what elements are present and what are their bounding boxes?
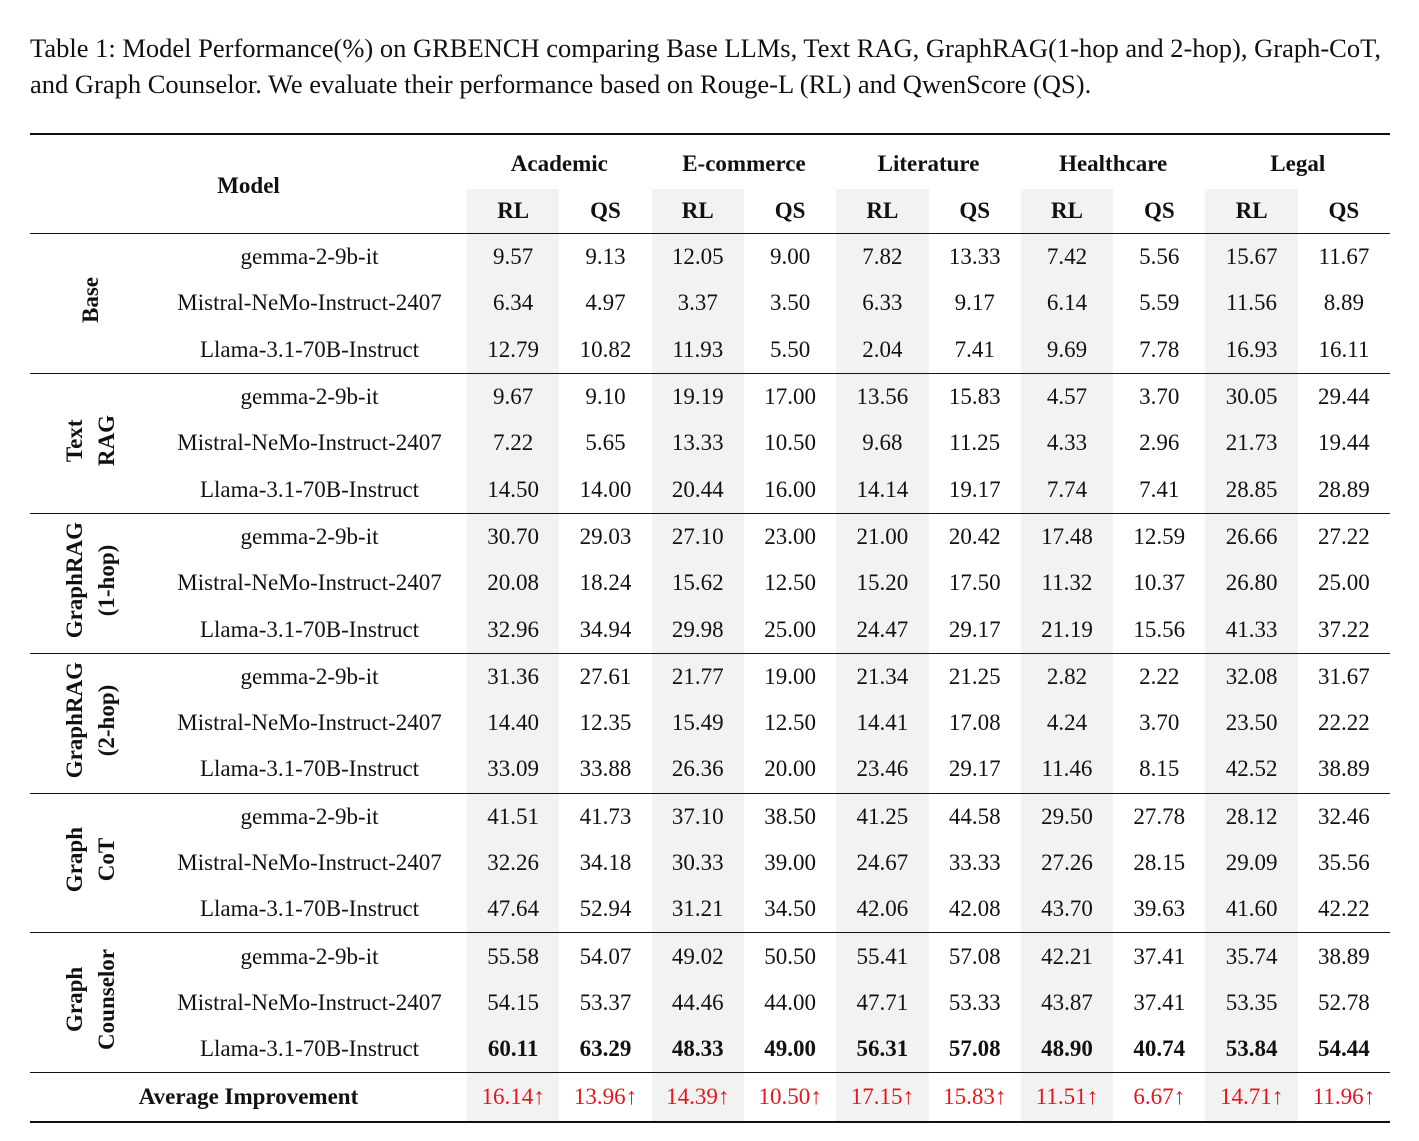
score-qs: 28.15 bbox=[1133, 850, 1186, 875]
score-rl: 9.68 bbox=[836, 420, 928, 466]
score-rl: 47.71 bbox=[836, 980, 928, 1026]
score-rl: 26.36 bbox=[652, 746, 744, 793]
score-rl: 19.19 bbox=[652, 373, 744, 420]
score-rl: 33.09 bbox=[467, 746, 559, 793]
score-qs: 17.50 bbox=[948, 570, 1001, 596]
method-group-label bbox=[30, 513, 152, 653]
score-qs: 41.73 bbox=[579, 803, 632, 829]
score-rl: 32.96 bbox=[467, 606, 559, 653]
table-row bbox=[30, 466, 1390, 513]
method-group-label bbox=[30, 234, 152, 374]
score-rl: 42.21 bbox=[1021, 933, 1113, 980]
average-improvement-value: 13.96↑ bbox=[573, 1084, 638, 1110]
domain-header-healthcare: Healthcare bbox=[1059, 151, 1168, 176]
model-name: Mistral-NeMo-Instruct-2407 bbox=[177, 430, 442, 456]
table-row bbox=[30, 746, 1390, 793]
score-qs: 42.08 bbox=[948, 896, 1001, 922]
table-row bbox=[30, 560, 1390, 606]
score-rl: 41.33 bbox=[1205, 606, 1297, 653]
score-qs: 11.67 bbox=[1318, 244, 1370, 270]
score-rl: 15.20 bbox=[836, 560, 928, 606]
score-qs: 4.97 bbox=[585, 290, 626, 316]
score-qs: 8.15 bbox=[1139, 756, 1180, 782]
score-qs: 10.50 bbox=[764, 430, 816, 456]
score-rl: 14.40 bbox=[467, 700, 559, 746]
score-rl: 12.05 bbox=[652, 234, 744, 281]
score-rl: 29.50 bbox=[1021, 793, 1113, 840]
score-qs: 12.59 bbox=[1133, 523, 1186, 549]
score-qs: 7.41 bbox=[954, 336, 995, 362]
score-qs: 29.17 bbox=[948, 616, 1001, 642]
score-rl: 27.10 bbox=[652, 513, 744, 560]
score-qs: 10.82 bbox=[579, 336, 632, 362]
method-group-label bbox=[30, 653, 152, 793]
score-qs: 29.44 bbox=[1318, 384, 1370, 410]
score-rl: 9.69 bbox=[1021, 327, 1113, 374]
score-rl: 11.93 bbox=[652, 327, 744, 374]
score-qs: 15.56 bbox=[1133, 616, 1186, 642]
score-qs: 18.24 bbox=[579, 570, 632, 596]
metric-header-rl: RL bbox=[1021, 189, 1113, 234]
score-rl: 23.46 bbox=[836, 746, 928, 793]
score-qs: 42.22 bbox=[1318, 896, 1370, 922]
method-group-line: Text bbox=[62, 419, 87, 462]
table-row bbox=[30, 513, 1390, 560]
method-group-line: Graph bbox=[62, 967, 87, 1033]
score-rl: 55.58 bbox=[467, 933, 559, 980]
table-row bbox=[30, 234, 1390, 281]
score-rl: 27.26 bbox=[1021, 840, 1113, 886]
score-rl: 13.33 bbox=[652, 420, 744, 466]
score-qs: 50.50 bbox=[764, 943, 816, 969]
score-qs: 7.78 bbox=[1139, 336, 1180, 362]
metric-header-qs: QS bbox=[1143, 198, 1175, 223]
score-rl: 53.84 bbox=[1205, 1026, 1297, 1073]
score-rl: 26.66 bbox=[1205, 513, 1297, 560]
score-qs: 27.22 bbox=[1318, 523, 1370, 549]
score-qs: 17.08 bbox=[948, 710, 1001, 736]
average-improvement-value: 10.50↑ bbox=[758, 1084, 822, 1110]
score-rl: 20.08 bbox=[467, 560, 559, 606]
score-rl: 21.00 bbox=[836, 513, 928, 560]
score-qs: 35.56 bbox=[1318, 850, 1370, 875]
model-name: gemma-2-9b-it bbox=[240, 523, 379, 549]
header-row-domains bbox=[30, 134, 1390, 189]
score-rl: 32.08 bbox=[1205, 653, 1297, 700]
model-name: Llama-3.1-70B-Instruct bbox=[199, 756, 420, 782]
score-qs: 3.70 bbox=[1139, 710, 1180, 736]
table-row bbox=[30, 1026, 1390, 1073]
score-qs: 31.67 bbox=[1318, 663, 1370, 689]
method-group-line: (2-hop) bbox=[94, 684, 119, 756]
score-rl: 3.37 bbox=[652, 280, 744, 326]
score-rl: 53.35 bbox=[1205, 980, 1297, 1026]
score-qs: 19.44 bbox=[1318, 430, 1370, 456]
score-qs: 16.00 bbox=[764, 476, 816, 502]
score-rl: 15.49 bbox=[652, 700, 744, 746]
model-name: Llama-3.1-70B-Instruct bbox=[199, 616, 420, 642]
score-qs: 15.83 bbox=[948, 384, 1001, 410]
score-qs: 9.13 bbox=[585, 244, 626, 270]
method-group-line: CoT bbox=[94, 838, 119, 882]
score-qs: 9.17 bbox=[954, 290, 995, 316]
score-rl: 6.34 bbox=[467, 280, 559, 326]
score-rl: 41.60 bbox=[1205, 886, 1297, 933]
score-rl: 24.47 bbox=[836, 606, 928, 653]
model-name: Mistral-NeMo-Instruct-2407 bbox=[177, 290, 442, 316]
score-qs: 5.50 bbox=[769, 336, 811, 362]
score-rl: 30.05 bbox=[1205, 373, 1297, 420]
score-rl: 37.10 bbox=[652, 793, 744, 840]
score-qs: 54.44 bbox=[1318, 1036, 1370, 1062]
score-qs: 63.29 bbox=[579, 1036, 632, 1062]
score-qs: 5.59 bbox=[1139, 290, 1180, 316]
score-qs: 34.18 bbox=[579, 850, 632, 875]
model-name: gemma-2-9b-it bbox=[240, 803, 379, 829]
score-rl: 47.64 bbox=[467, 886, 559, 933]
score-rl: 4.24 bbox=[1021, 700, 1113, 746]
score-rl: 29.09 bbox=[1205, 840, 1297, 886]
table-row bbox=[30, 793, 1390, 840]
score-qs: 20.42 bbox=[948, 523, 1001, 549]
table-caption: Table 1: Model Performance(%) on GRBENCH comparing Base LLMs, Text RAG, GraphRAG(1-hop and 2-hop), Graph-CoT, and Graph Counselor. We evaluate their performance based on Rouge-L (RL) and QwenScore (QS). bbox=[30, 33, 1381, 99]
results-table bbox=[30, 133, 1390, 1123]
score-rl: 9.67 bbox=[467, 373, 559, 420]
method-group-text bbox=[59, 662, 123, 778]
score-rl: 43.70 bbox=[1021, 886, 1113, 933]
score-rl: 7.82 bbox=[836, 234, 928, 281]
score-qs: 23.00 bbox=[764, 523, 816, 549]
score-rl: 11.56 bbox=[1205, 280, 1297, 326]
score-qs: 25.00 bbox=[1318, 570, 1370, 596]
table-row bbox=[30, 373, 1390, 420]
score-qs: 54.07 bbox=[579, 943, 632, 969]
score-rl: 14.41 bbox=[836, 700, 928, 746]
score-qs: 12.35 bbox=[579, 710, 632, 736]
score-rl: 28.12 bbox=[1205, 793, 1297, 840]
score-rl: 2.82 bbox=[1021, 653, 1113, 700]
metric-header-qs: QS bbox=[959, 198, 991, 223]
score-rl: 30.33 bbox=[652, 840, 744, 886]
score-qs: 52.94 bbox=[579, 896, 632, 922]
score-qs: 29.03 bbox=[579, 523, 632, 549]
score-rl: 55.41 bbox=[836, 933, 928, 980]
model-header: Model bbox=[217, 173, 280, 198]
score-rl: 14.50 bbox=[467, 466, 559, 513]
score-qs: 44.58 bbox=[948, 803, 1001, 829]
score-rl: 32.26 bbox=[467, 840, 559, 886]
metric-header-rl: RL bbox=[652, 189, 744, 234]
score-qs: 33.88 bbox=[579, 756, 632, 782]
score-qs: 12.50 bbox=[764, 570, 816, 596]
score-qs: 38.50 bbox=[764, 803, 816, 829]
score-qs: 49.00 bbox=[764, 1036, 816, 1062]
score-qs: 40.74 bbox=[1133, 1036, 1186, 1062]
table-row bbox=[30, 700, 1390, 746]
table-row bbox=[30, 420, 1390, 466]
average-improvement-value: 14.71↑ bbox=[1205, 1073, 1297, 1123]
model-name: gemma-2-9b-it bbox=[240, 384, 379, 410]
score-qs: 52.78 bbox=[1318, 989, 1370, 1015]
score-qs: 7.41 bbox=[1139, 476, 1180, 502]
method-group-text bbox=[75, 277, 107, 323]
table-row bbox=[30, 327, 1390, 374]
table-row bbox=[30, 280, 1390, 326]
table-row bbox=[30, 933, 1390, 980]
score-rl: 21.73 bbox=[1205, 420, 1297, 466]
score-rl: 28.85 bbox=[1205, 466, 1297, 513]
score-qs: 2.22 bbox=[1139, 663, 1180, 689]
score-rl: 4.57 bbox=[1021, 373, 1113, 420]
metric-header-rl: RL bbox=[1205, 189, 1297, 234]
score-rl: 4.33 bbox=[1021, 420, 1113, 466]
metric-header-rl: RL bbox=[836, 189, 928, 234]
score-rl: 13.56 bbox=[836, 373, 928, 420]
score-qs: 38.89 bbox=[1318, 756, 1370, 782]
method-group-line: GraphRAG bbox=[62, 522, 87, 639]
score-rl: 21.77 bbox=[652, 653, 744, 700]
score-qs: 38.89 bbox=[1318, 943, 1370, 969]
score-qs: 29.17 bbox=[948, 756, 1001, 782]
method-group-line: (1-hop) bbox=[94, 544, 119, 617]
score-rl: 11.32 bbox=[1021, 560, 1113, 606]
average-improvement-value: 11.96↑ bbox=[1312, 1084, 1376, 1110]
score-qs: 27.61 bbox=[579, 663, 632, 689]
score-qs: 12.50 bbox=[764, 710, 816, 736]
table-row bbox=[30, 840, 1390, 886]
model-name: Llama-3.1-70B-Instruct bbox=[199, 896, 420, 922]
domain-header-literature: Literature bbox=[877, 151, 980, 176]
average-improvement-value: 14.39↑ bbox=[652, 1073, 744, 1123]
model-name: Mistral-NeMo-Instruct-2407 bbox=[177, 989, 442, 1015]
method-group-line: Counselor bbox=[94, 949, 119, 1051]
score-rl: 49.02 bbox=[652, 933, 744, 980]
score-rl: 31.21 bbox=[652, 886, 744, 933]
table-row bbox=[30, 606, 1390, 653]
average-improvement-row bbox=[30, 1073, 1390, 1123]
score-qs: 19.17 bbox=[948, 476, 1001, 502]
score-rl: 6.33 bbox=[836, 280, 928, 326]
model-name: Llama-3.1-70B-Instruct bbox=[199, 336, 420, 362]
score-rl: 42.52 bbox=[1205, 746, 1297, 793]
score-qs: 33.33 bbox=[948, 850, 1001, 875]
score-rl: 43.87 bbox=[1021, 980, 1113, 1026]
score-qs: 3.50 bbox=[769, 290, 811, 316]
method-group-label bbox=[30, 793, 152, 933]
score-rl: 41.25 bbox=[836, 793, 928, 840]
score-rl: 30.70 bbox=[467, 513, 559, 560]
average-improvement-label: Average Improvement bbox=[138, 1084, 359, 1110]
score-rl: 2.04 bbox=[836, 327, 928, 374]
method-group-line: GraphRAG bbox=[62, 661, 87, 779]
score-rl: 9.57 bbox=[467, 234, 559, 281]
score-rl: 60.11 bbox=[467, 1026, 559, 1073]
score-rl: 21.19 bbox=[1021, 606, 1113, 653]
score-qs: 8.89 bbox=[1323, 290, 1365, 316]
model-name: Llama-3.1-70B-Instruct bbox=[199, 1036, 420, 1062]
model-name: gemma-2-9b-it bbox=[240, 244, 379, 270]
model-name: Mistral-NeMo-Instruct-2407 bbox=[177, 570, 442, 596]
table-body bbox=[30, 234, 1390, 1073]
score-rl: 24.67 bbox=[836, 840, 928, 886]
score-rl: 26.80 bbox=[1205, 560, 1297, 606]
score-qs: 53.33 bbox=[948, 989, 1001, 1015]
metric-header-qs: QS bbox=[590, 198, 621, 223]
score-qs: 39.00 bbox=[764, 850, 816, 875]
score-qs: 53.37 bbox=[579, 989, 632, 1015]
score-qs: 34.94 bbox=[579, 616, 632, 642]
score-qs: 20.00 bbox=[764, 756, 816, 782]
domain-header-ecommerce: E-commerce bbox=[682, 151, 806, 176]
score-rl: 12.79 bbox=[467, 327, 559, 374]
average-improvement-value: 11.51↑ bbox=[1021, 1073, 1113, 1123]
score-rl: 15.62 bbox=[652, 560, 744, 606]
method-group-text bbox=[59, 827, 123, 892]
average-improvement-value: 16.14↑ bbox=[467, 1073, 559, 1123]
score-qs: 57.08 bbox=[948, 1036, 1001, 1062]
model-name: gemma-2-9b-it bbox=[240, 943, 379, 969]
score-rl: 11.46 bbox=[1021, 746, 1113, 793]
domain-header-legal: Legal bbox=[1270, 151, 1326, 176]
model-name: gemma-2-9b-it bbox=[240, 663, 379, 689]
score-rl: 48.33 bbox=[652, 1026, 744, 1073]
model-name: Mistral-NeMo-Instruct-2407 bbox=[177, 710, 442, 736]
metric-header-qs: QS bbox=[1328, 198, 1360, 223]
table-row bbox=[30, 886, 1390, 933]
score-rl: 31.36 bbox=[467, 653, 559, 700]
score-qs: 13.33 bbox=[948, 244, 1001, 270]
score-rl: 35.74 bbox=[1205, 933, 1297, 980]
score-qs: 16.11 bbox=[1318, 336, 1370, 362]
score-qs: 5.56 bbox=[1139, 244, 1180, 270]
score-rl: 42.06 bbox=[836, 886, 928, 933]
table-row bbox=[30, 980, 1390, 1026]
method-group-line: Graph bbox=[62, 827, 87, 893]
score-qs: 19.00 bbox=[764, 663, 816, 689]
score-qs: 2.96 bbox=[1139, 430, 1180, 456]
score-qs: 14.00 bbox=[579, 476, 632, 502]
model-name: Llama-3.1-70B-Instruct bbox=[199, 476, 420, 502]
score-qs: 25.00 bbox=[764, 616, 816, 642]
score-rl: 41.51 bbox=[467, 793, 559, 840]
score-qs: 34.50 bbox=[764, 896, 816, 922]
score-qs: 10.37 bbox=[1133, 570, 1186, 596]
score-qs: 9.10 bbox=[585, 384, 626, 410]
score-rl: 6.14 bbox=[1021, 280, 1113, 326]
method-group-line: Base bbox=[78, 277, 103, 324]
score-rl: 16.93 bbox=[1205, 327, 1297, 374]
score-qs: 21.25 bbox=[948, 663, 1001, 689]
average-improvement-value: 15.83↑ bbox=[943, 1084, 1007, 1110]
model-name: Mistral-NeMo-Instruct-2407 bbox=[177, 850, 442, 875]
score-rl: 14.14 bbox=[836, 466, 928, 513]
score-rl: 15.67 bbox=[1205, 234, 1297, 281]
score-rl: 21.34 bbox=[836, 653, 928, 700]
domain-header-academic: Academic bbox=[510, 151, 608, 176]
score-rl: 7.22 bbox=[467, 420, 559, 466]
score-rl: 54.15 bbox=[467, 980, 559, 1026]
score-qs: 5.65 bbox=[585, 430, 626, 456]
metric-header-qs: QS bbox=[774, 198, 806, 223]
score-qs: 28.89 bbox=[1318, 476, 1370, 502]
score-rl: 20.44 bbox=[652, 466, 744, 513]
score-qs: 17.00 bbox=[764, 384, 816, 410]
method-group-text bbox=[59, 415, 123, 466]
score-qs: 37.41 bbox=[1133, 989, 1186, 1015]
average-improvement-value: 6.67↑ bbox=[1133, 1084, 1186, 1110]
score-rl: 29.98 bbox=[652, 606, 744, 653]
method-group-label bbox=[30, 373, 152, 513]
score-rl: 48.90 bbox=[1021, 1026, 1113, 1073]
score-qs: 22.22 bbox=[1318, 710, 1370, 736]
score-rl: 56.31 bbox=[836, 1026, 928, 1073]
score-rl: 7.74 bbox=[1021, 466, 1113, 513]
score-qs: 37.41 bbox=[1133, 943, 1186, 969]
score-qs: 44.00 bbox=[764, 989, 816, 1015]
method-group-line: RAG bbox=[94, 414, 119, 466]
score-qs: 37.22 bbox=[1318, 616, 1370, 642]
method-group-text bbox=[59, 949, 123, 1050]
metric-header-rl: RL bbox=[467, 189, 559, 234]
score-qs: 11.25 bbox=[949, 430, 1001, 456]
score-rl: 44.46 bbox=[652, 980, 744, 1026]
method-group-label bbox=[30, 933, 152, 1073]
score-qs: 9.00 bbox=[769, 244, 811, 270]
table-row bbox=[30, 653, 1390, 700]
score-qs: 57.08 bbox=[948, 943, 1001, 969]
score-qs: 39.63 bbox=[1133, 896, 1186, 922]
score-rl: 17.48 bbox=[1021, 513, 1113, 560]
method-group-text bbox=[59, 522, 123, 638]
score-qs: 3.70 bbox=[1139, 384, 1180, 410]
score-qs: 32.46 bbox=[1318, 803, 1370, 829]
score-rl: 23.50 bbox=[1205, 700, 1297, 746]
score-rl: 7.42 bbox=[1021, 234, 1113, 281]
average-improvement-value: 17.15↑ bbox=[836, 1073, 928, 1123]
score-qs: 27.78 bbox=[1133, 803, 1186, 829]
